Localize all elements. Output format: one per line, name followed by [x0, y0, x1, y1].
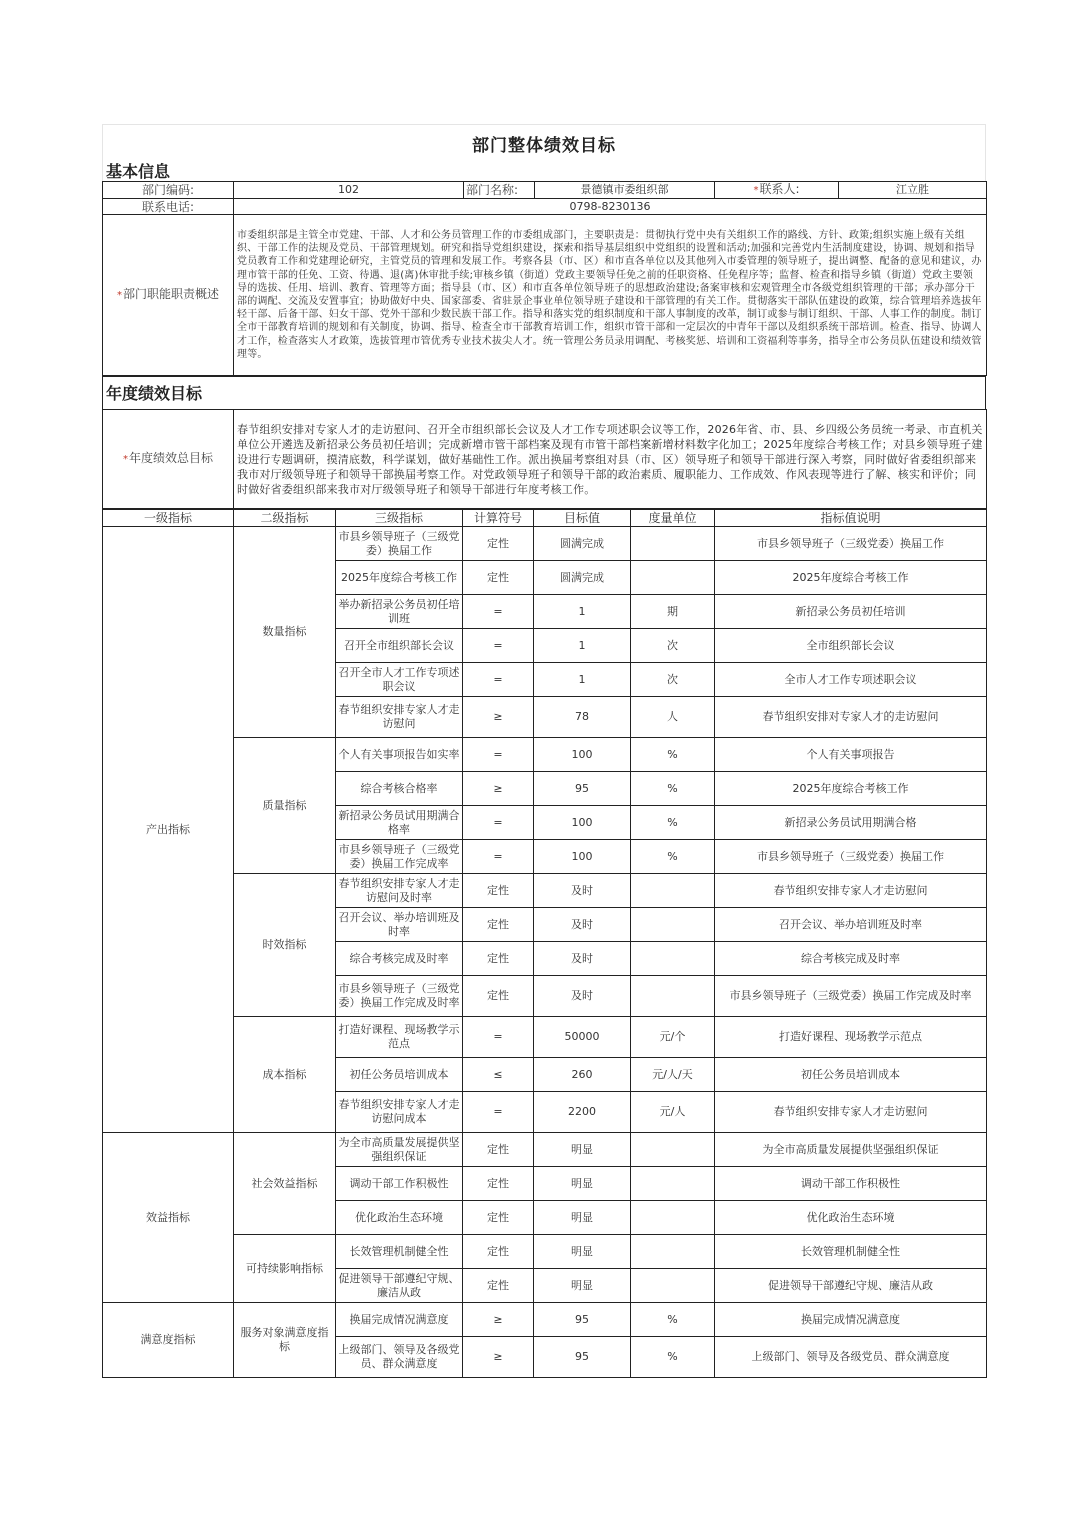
unit-cell[interactable]: [631, 1167, 715, 1201]
level3-cell[interactable]: 综合考核合格率: [336, 772, 463, 806]
description-cell[interactable]: 为全市高质量发展提供坚强组织保证: [715, 1133, 987, 1167]
page-title: 部门整体绩效目标: [472, 135, 616, 156]
level3-cell[interactable]: 2025年度综合考核工作: [336, 561, 463, 595]
target-value-cell[interactable]: 1: [534, 595, 631, 629]
unit-cell[interactable]: [631, 942, 715, 976]
unit-cell[interactable]: [631, 1201, 715, 1235]
operator-cell[interactable]: 定性: [463, 527, 534, 561]
level3-cell[interactable]: 召开会议、举办培训班及时率: [336, 908, 463, 942]
unit-cell[interactable]: 元/人: [631, 1092, 715, 1133]
unit-cell[interactable]: [631, 1235, 715, 1269]
operator-cell[interactable]: 定性: [463, 561, 534, 595]
description-cell[interactable]: 新招录公务员初任培训: [715, 595, 987, 629]
description-cell[interactable]: 春节组织安排对专家人才的走访慰问: [715, 697, 987, 738]
title-row: [102, 124, 986, 161]
target-value-cell[interactable]: 明显: [534, 1133, 631, 1167]
basic-info-heading: 基本信息: [102, 161, 986, 181]
operator-cell[interactable]: ≥: [463, 697, 534, 738]
level2-cell: 成本指标: [234, 1017, 336, 1133]
header-level2: 二级指标: [234, 510, 336, 527]
operator-cell[interactable]: =: [463, 595, 534, 629]
indicator-body: [103, 527, 987, 1378]
unit-cell[interactable]: 次: [631, 663, 715, 697]
operator-cell[interactable]: ≥: [463, 1303, 534, 1337]
description-cell[interactable]: 2025年度综合考核工作: [715, 561, 987, 595]
level3-cell[interactable]: 上级部门、领导及各级党员、群众满意度: [336, 1337, 463, 1378]
phone-value[interactable]: 0798-8230136: [234, 199, 987, 215]
indicator-row: [103, 1133, 987, 1167]
target-value-cell[interactable]: 95: [534, 772, 631, 806]
duties-text[interactable]: 市委组织部是主管全市党建、干部、人才和公务员管理工作的市委组成部门，主要职责是：贯彻执行党中央有关组织工作的路线、方针、政策;组织实施上级有关组织、干部工作的法规及党员、干部管理规划。研究和指导党组织建设，探索和指导基层组织中党组织的设置和活动;加强和完善党内生活制度建设，协调、规划和指导党员教育工作和党建理论研究，主管党员的管理和发展工作。考察各县（市、区）和市直各单位以及其他列入市委管理的领导班子，提出调整、配备的意见和建议，办理市管干部的任免、工资、待遇、退(离)休审批手续;审核乡镇（街道）党政主要领导任免之前的任职资格、任免程序等；监督、检查和指导乡镇（街道）党政主要领导的选拔、任用、培训、教育、管理等方面；指导县（市、区）和市直各单位领导班子的思想政治建设;备案审核和宏观管理全市各级党组织管理的干部；承办部分干部的调配、交流及安置事宜；协助做好中央、国家部委、省驻景企事业单位领导班子建设和干部管理的有关工作。贯彻落实干部队伍建设的政策，综合管理培养选拔年轻干部、后备干部、妇女干部、党外干部和少数民族干部工作。指导和落实党的组织制度和干部人事制度的改革，制订或参与制订组织、干部、人事工作的制度。制订全市干部教育培训的规划和有关制度，协调、指导、检查全市干部教育培训工作，组织市管干部和一定层次的中青年干部以及组织系统干部培训。检查、指导、协调人才工作，检查落实人才政策，选拔管理市管优秀专业技术拔尖人才。统一管理公务员录用调配、考核奖惩、培训和工资福利等事务，指导全市公务员队伍建设和绩效管理等。: [234, 215, 987, 376]
operator-cell[interactable]: =: [463, 1017, 534, 1058]
description-cell[interactable]: 优化政治生态环境: [715, 1201, 987, 1235]
indicator-row: [103, 1017, 987, 1058]
unit-cell[interactable]: %: [631, 840, 715, 874]
target-value-cell[interactable]: 100: [534, 806, 631, 840]
description-cell[interactable]: 初任公务员培训成本: [715, 1058, 987, 1092]
level1-cell: 产出指标: [103, 527, 234, 1133]
operator-cell[interactable]: =: [463, 738, 534, 772]
target-value-cell[interactable]: 明显: [534, 1201, 631, 1235]
unit-cell[interactable]: 元/人/天: [631, 1058, 715, 1092]
level2-cell: 时效指标: [234, 874, 336, 1017]
operator-cell[interactable]: ≥: [463, 772, 534, 806]
target-value-cell[interactable]: 50000: [534, 1017, 631, 1058]
operator-cell[interactable]: 定性: [463, 908, 534, 942]
description-cell[interactable]: 市县乡领导班子（三级党委）换届工作完成及时率: [715, 976, 987, 1017]
operator-cell[interactable]: =: [463, 663, 534, 697]
level3-cell[interactable]: 春节组织安排专家人才走访慰问及时率: [336, 874, 463, 908]
annual-goal-label: [103, 410, 234, 509]
contact-value[interactable]: 江立胜: [839, 182, 987, 199]
level3-cell[interactable]: 换届完成情况满意度: [336, 1303, 463, 1337]
operator-cell[interactable]: 定性: [463, 976, 534, 1017]
unit-cell[interactable]: [631, 874, 715, 908]
description-cell[interactable]: 上级部门、领导及各级党员、群众满意度: [715, 1337, 987, 1378]
description-cell[interactable]: 长效管理机制健全性: [715, 1235, 987, 1269]
level3-cell[interactable]: 召开全市人才工作专项述职会议: [336, 663, 463, 697]
level3-cell[interactable]: 市县乡领导班子（三级党委）换届工作: [336, 527, 463, 561]
description-cell[interactable]: 全市人才工作专项述职会议: [715, 663, 987, 697]
level3-cell[interactable]: 春节组织安排专家人才走访慰问: [336, 697, 463, 738]
target-value-cell[interactable]: 明显: [534, 1269, 631, 1303]
description-cell[interactable]: 综合考核完成及时率: [715, 942, 987, 976]
description-cell[interactable]: 2025年度综合考核工作: [715, 772, 987, 806]
description-cell[interactable]: 新招录公务员试用期满合格: [715, 806, 987, 840]
unit-cell[interactable]: %: [631, 806, 715, 840]
level2-cell: 数量指标: [234, 527, 336, 738]
level3-cell[interactable]: 综合考核完成及时率: [336, 942, 463, 976]
indicator-header-row: [103, 510, 987, 527]
phone-label: 联系电话:: [103, 199, 234, 215]
annual-goal-text[interactable]: 春节组织安排对专家人才的走访慰问、召开全市组织部长会议及人才工作专项述职会议等工作，2026年省、市、县、乡四级公务员统一考录、市直机关单位公开遴选及新招录公务员初任培训；完成新增市管干部档案及现有市管干部档案新增材料数字化加工；2025年度综合考核工作；对县乡领导班子建设进行专题调研，摸清底数，科学谋划，做好基础性工作。派出换届考察组对县（市、区）领导班子和领导干部进行深入考察，同时做好省委组织部来我市对厅级领导班子和领导干部换届考察工作。对党政领导班子和领导干部的政治素质、履职能力、工作成效、作风表现等进行了解、核实和评价；同时做好省委组织部来我市对厅级领导班子和领导干部进行年度考核工作。: [234, 410, 987, 509]
required-star-icon: *: [753, 185, 759, 196]
target-value-cell[interactable]: 明显: [534, 1235, 631, 1269]
unit-cell[interactable]: %: [631, 738, 715, 772]
header-description: 指标值说明: [715, 510, 987, 527]
unit-cell[interactable]: 次: [631, 629, 715, 663]
operator-cell[interactable]: 定性: [463, 1235, 534, 1269]
unit-cell[interactable]: [631, 1269, 715, 1303]
target-value-cell[interactable]: 圆满完成: [534, 527, 631, 561]
level3-cell[interactable]: 召开全市组织部长会议: [336, 629, 463, 663]
operator-cell[interactable]: =: [463, 1092, 534, 1133]
annual-goal-heading: 年度绩效目标: [102, 376, 986, 409]
level3-cell[interactable]: 市县乡领导班子（三级党委）换届工作完成率: [336, 840, 463, 874]
description-cell[interactable]: 换届完成情况满意度: [715, 1303, 987, 1337]
level1-cell: 效益指标: [103, 1133, 234, 1303]
operator-cell[interactable]: =: [463, 806, 534, 840]
unit-cell[interactable]: [631, 908, 715, 942]
duties-label-text: 部门职能职责概述: [122, 287, 219, 301]
indicator-row: [103, 1303, 987, 1337]
target-value-cell[interactable]: 78: [534, 697, 631, 738]
operator-cell[interactable]: 定性: [463, 1133, 534, 1167]
level3-cell[interactable]: 优化政治生态环境: [336, 1201, 463, 1235]
duties-label: [103, 215, 234, 376]
unit-cell[interactable]: 元/个: [631, 1017, 715, 1058]
dept-name-label: 部门名称:: [464, 182, 535, 199]
level2-cell: 质量指标: [234, 738, 336, 874]
target-value-cell[interactable]: 95: [534, 1303, 631, 1337]
info-row-1: [103, 182, 987, 199]
unit-cell[interactable]: [631, 561, 715, 595]
description-cell[interactable]: 打造好课程、现场教学示范点: [715, 1017, 987, 1058]
level3-cell[interactable]: 个人有关事项报告如实率: [336, 738, 463, 772]
level3-cell[interactable]: 为全市高质量发展提供坚强组织保证: [336, 1133, 463, 1167]
header-target: 目标值: [534, 510, 631, 527]
level3-cell[interactable]: 市县乡领导班子（三级党委）换届工作完成及时率: [336, 976, 463, 1017]
operator-cell[interactable]: 定性: [463, 1269, 534, 1303]
contact-label-text: 联系人:: [759, 182, 800, 196]
description-cell[interactable]: 春节组织安排专家人才走访慰问: [715, 1092, 987, 1133]
unit-cell[interactable]: 期: [631, 595, 715, 629]
level2-cell: 可持续影响指标: [234, 1235, 336, 1303]
level3-cell[interactable]: 调动干部工作积极性: [336, 1167, 463, 1201]
unit-cell[interactable]: 人: [631, 697, 715, 738]
header-unit: 度量单位: [631, 510, 715, 527]
description-cell[interactable]: 全市组织部长会议: [715, 629, 987, 663]
annual-goal-label-text: 年度绩效总目标: [128, 451, 213, 465]
dept-code-label: 部门编码:: [103, 182, 234, 199]
unit-cell[interactable]: %: [631, 772, 715, 806]
target-value-cell[interactable]: 圆满完成: [534, 561, 631, 595]
unit-cell[interactable]: [631, 527, 715, 561]
performance-sheet: [102, 124, 986, 1378]
description-cell[interactable]: 调动干部工作积极性: [715, 1167, 987, 1201]
unit-cell[interactable]: [631, 1133, 715, 1167]
level2-cell: 服务对象满意度指标: [234, 1303, 336, 1378]
level2-cell: 社会效益指标: [234, 1133, 336, 1235]
header-level1: 一级指标: [103, 510, 234, 527]
description-cell[interactable]: 春节组织安排专家人才走访慰问: [715, 874, 987, 908]
level3-cell[interactable]: 新招录公务员试用期满合格率: [336, 806, 463, 840]
level3-cell[interactable]: 打造好课程、现场教学示范点: [336, 1017, 463, 1058]
info-row-2: [103, 199, 987, 215]
dept-name-value[interactable]: 景德镇市委组织部: [535, 182, 715, 199]
contact-label: [715, 182, 839, 199]
duties-row: [103, 215, 987, 376]
description-cell[interactable]: 市县乡领导班子（三级党委）换届工作: [715, 527, 987, 561]
unit-cell[interactable]: %: [631, 1337, 715, 1378]
annual-goal-row: [103, 410, 987, 509]
operator-cell[interactable]: 定性: [463, 1167, 534, 1201]
operator-cell[interactable]: 定性: [463, 874, 534, 908]
target-value-cell[interactable]: 及时: [534, 942, 631, 976]
level3-cell[interactable]: 初任公务员培训成本: [336, 1058, 463, 1092]
operator-cell[interactable]: ≥: [463, 1337, 534, 1378]
description-cell[interactable]: 促进领导干部遵纪守规、廉洁从政: [715, 1269, 987, 1303]
level3-cell[interactable]: 长效管理机制健全性: [336, 1235, 463, 1269]
description-cell[interactable]: 个人有关事项报告: [715, 738, 987, 772]
operator-cell[interactable]: 定性: [463, 942, 534, 976]
target-value-cell[interactable]: 100: [534, 840, 631, 874]
unit-cell[interactable]: %: [631, 1303, 715, 1337]
indicator-table: [102, 509, 987, 1378]
target-value-cell[interactable]: 明显: [534, 1167, 631, 1201]
target-value-cell[interactable]: 2200: [534, 1092, 631, 1133]
level3-cell[interactable]: 促进领导干部遵纪守规、廉洁从政: [336, 1269, 463, 1303]
operator-cell[interactable]: 定性: [463, 1201, 534, 1235]
target-value-cell[interactable]: 及时: [534, 976, 631, 1017]
basic-info-table: [102, 181, 987, 376]
header-operator: 计算符号: [463, 510, 534, 527]
level1-cell: 满意度指标: [103, 1303, 234, 1378]
level3-cell[interactable]: 春节组织安排专家人才走访慰问成本: [336, 1092, 463, 1133]
indicator-row: [103, 738, 987, 772]
description-cell[interactable]: 市县乡领导班子（三级党委）换届工作: [715, 840, 987, 874]
target-value-cell[interactable]: 260: [534, 1058, 631, 1092]
target-value-cell[interactable]: 1: [534, 629, 631, 663]
indicator-row: [103, 874, 987, 908]
indicator-row: [103, 527, 987, 561]
target-value-cell[interactable]: 及时: [534, 874, 631, 908]
target-value-cell[interactable]: 1: [534, 663, 631, 697]
operator-cell[interactable]: ≤: [463, 1058, 534, 1092]
target-value-cell[interactable]: 及时: [534, 908, 631, 942]
indicator-row: [103, 1235, 987, 1269]
header-level3: 三级指标: [336, 510, 463, 527]
required-star-icon: *: [122, 454, 128, 465]
annual-goal-table: [102, 409, 987, 509]
description-cell[interactable]: 召开会议、举办培训班及时率: [715, 908, 987, 942]
dept-code-value[interactable]: 102: [234, 182, 464, 199]
operator-cell[interactable]: =: [463, 840, 534, 874]
target-value-cell[interactable]: 100: [534, 738, 631, 772]
target-value-cell[interactable]: 95: [534, 1337, 631, 1378]
level3-cell[interactable]: 举办新招录公务员初任培训班: [336, 595, 463, 629]
unit-cell[interactable]: [631, 976, 715, 1017]
operator-cell[interactable]: =: [463, 629, 534, 663]
required-star-icon: *: [116, 290, 122, 301]
